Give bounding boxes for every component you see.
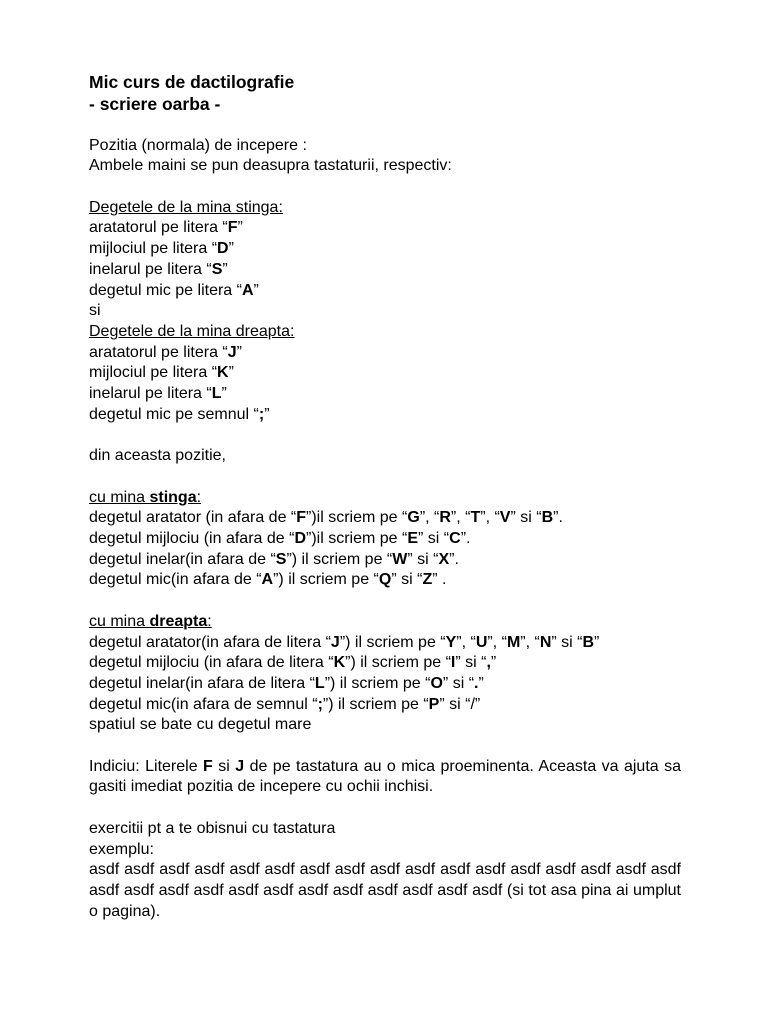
line-text: ”. xyxy=(449,550,459,568)
key-letter: J xyxy=(330,633,340,651)
line-text: ”) il scriem pe “ xyxy=(286,550,393,568)
line-text: si xyxy=(212,757,236,775)
line-text: degetul mijlociu (in afara de “ xyxy=(89,530,295,547)
key-letter: Y xyxy=(445,633,457,651)
key-letter: B xyxy=(582,633,595,651)
line-text: ”)il scriem pe “ xyxy=(306,530,408,547)
key-letter: K xyxy=(217,364,229,382)
left-home-row xyxy=(89,281,681,302)
spacer xyxy=(89,467,681,488)
spacer xyxy=(89,177,681,198)
key-letter: L xyxy=(211,385,222,403)
row-text: aratatorul pe litera “ xyxy=(89,219,228,237)
heading-text: cu mina xyxy=(89,612,150,630)
line-text: degetul mijlociu (in afara de litera “ xyxy=(89,654,334,672)
line-text: degetul aratator(in afara de litera “ xyxy=(89,633,331,651)
row-text: ” xyxy=(221,385,227,403)
line-text: ” xyxy=(490,654,497,672)
line-text: ” si “ xyxy=(407,550,439,568)
line-text: ”) il scriem pe “ xyxy=(322,695,429,713)
row-text: degetul mic pe semnul “ xyxy=(89,405,259,423)
key-letter: O xyxy=(430,674,443,692)
heading-text: cu mina xyxy=(89,488,150,506)
line-text: ” si “ xyxy=(510,509,542,527)
spacer xyxy=(89,426,681,447)
line-text: ”, “ xyxy=(450,509,471,527)
right-home-row xyxy=(89,384,681,405)
line-text: ”, “ xyxy=(456,633,476,651)
intro-line: Pozitia (normala) de incepere : xyxy=(89,136,307,154)
spacer xyxy=(89,736,681,757)
line-text: degetul mic(in afara de “ xyxy=(89,571,262,589)
row-text: mijlociul pe litera “ xyxy=(89,364,218,382)
key-letter: S xyxy=(275,550,287,568)
key-letter: F xyxy=(203,757,213,775)
right-home-row xyxy=(89,405,681,426)
key-letter: A xyxy=(261,571,274,589)
row-text: ” xyxy=(228,240,234,258)
line-text: ”) il scriem pe “ xyxy=(324,674,431,692)
right-home-row xyxy=(89,343,681,364)
line-text: ”) il scriem pe “ xyxy=(345,654,451,672)
row-text: inelarul pe litera “ xyxy=(89,260,212,278)
key-letter: W xyxy=(392,550,408,568)
right-section-lines xyxy=(89,633,681,737)
key-letter: J xyxy=(227,343,237,361)
spacer xyxy=(89,115,681,136)
line-text: degetul mic(in afara de semnul “ xyxy=(89,695,318,713)
key-letter: F xyxy=(296,509,307,527)
line-text: degetul aratator (in afara de “ xyxy=(89,509,297,527)
right-home-heading: Degetele de la mina dreapta: xyxy=(89,323,295,340)
line-text: ”, “ xyxy=(487,633,507,651)
key-letter: D xyxy=(217,240,229,258)
line-text: ”) il scriem pe “ xyxy=(339,633,446,651)
line-text: ” xyxy=(594,633,600,651)
key-letter: L xyxy=(314,674,325,692)
key-letter: E xyxy=(407,530,419,547)
left-section-lines xyxy=(89,508,681,591)
key-letter: B xyxy=(541,509,554,527)
line-text: ”. xyxy=(553,509,563,527)
instruction-line xyxy=(89,570,681,591)
row-text: degetul mic pe litera “ xyxy=(89,281,242,299)
line-text: de pe tastatura au o mica proeminenta. Aceasta va ajuta sa gasiti imediat pozitia de incepere cu ochii inchisi. xyxy=(89,757,681,796)
transition-line: din aceasta pozitie, xyxy=(89,447,226,465)
key-letter: ; xyxy=(317,695,323,713)
heading-bold: dreapta xyxy=(149,612,208,630)
instruction-line xyxy=(89,695,681,716)
left-section-heading xyxy=(89,488,681,509)
key-letter: V xyxy=(499,509,511,527)
line-text: ” si “/” xyxy=(439,695,481,713)
exercise-paragraph: asdf asdf asdf asdf asdf asdf asdf asdf asdf asdf asdf asdf asdf asdf asdf asdf asdf asdf asdf asdf asdf asdf asdf asdf asdf asdf asdf asdf asdf (si tot asa pina ai umplut o pagina). xyxy=(89,861,681,920)
line-text: ” si “ xyxy=(418,530,450,547)
line-text: Indiciu: Literele xyxy=(89,757,204,775)
intro-line: Ambele maini se pun deasupra tastaturii, respectiv: xyxy=(89,157,452,175)
subtitle-line: - scriere oarba - xyxy=(89,94,221,114)
key-letter: D xyxy=(294,530,306,547)
instruction-line xyxy=(89,674,681,695)
key-letter: I xyxy=(450,654,456,672)
line-text: spatiul se bate cu degetul mare xyxy=(89,716,312,734)
exercise-intro: exercitii pt a te obisnui cu tastatura xyxy=(89,819,336,837)
row-text: inelarul pe litera “ xyxy=(89,385,212,403)
line-text: degetul inelar(in afara de litera “ xyxy=(89,674,315,692)
key-letter: G xyxy=(407,509,420,527)
row-text: ” xyxy=(264,405,270,423)
left-home-row xyxy=(89,218,681,239)
key-letter: F xyxy=(227,219,238,237)
line-text: ”, “ xyxy=(419,509,440,527)
key-letter: S xyxy=(211,260,223,278)
instruction-line xyxy=(89,508,681,529)
line-text: ”, “ xyxy=(520,633,540,651)
line-text: ”, “ xyxy=(480,509,500,527)
row-text: ” xyxy=(228,364,234,382)
row-text: mijlociul pe litera “ xyxy=(89,240,218,258)
document-body xyxy=(89,71,681,922)
row-text: ” xyxy=(253,281,259,299)
instruction-line xyxy=(89,653,681,674)
line-text: ” si “ xyxy=(455,654,487,672)
row-text: ” xyxy=(222,260,228,278)
line-text: degetul inelar(in afara de “ xyxy=(89,550,276,568)
key-letter: T xyxy=(470,509,481,527)
key-letter: C xyxy=(449,530,461,547)
key-letter: Z xyxy=(422,571,433,589)
spacer xyxy=(89,591,681,612)
instruction-line xyxy=(89,715,681,736)
line-text: ”)il scriem pe “ xyxy=(306,509,408,527)
instruction-line xyxy=(89,529,681,550)
right-home-row xyxy=(89,363,681,384)
left-home-row xyxy=(89,239,681,260)
key-letter: R xyxy=(439,509,451,527)
key-letter: A xyxy=(241,281,254,299)
instruction-line xyxy=(89,633,681,654)
hint-paragraph xyxy=(89,757,681,798)
key-letter: K xyxy=(333,654,346,672)
line-text: ” . xyxy=(432,571,447,589)
title-line: Mic curs de dactilografie xyxy=(89,72,295,92)
spacer xyxy=(89,798,681,819)
left-home-row xyxy=(89,260,681,281)
key-letter: M xyxy=(506,633,521,651)
key-letter: P xyxy=(428,695,440,713)
key-letter: J xyxy=(235,757,245,775)
right-section-heading xyxy=(89,612,681,633)
line-text: ” si “ xyxy=(442,674,475,692)
left-home-heading: Degetele de la mina stinga: xyxy=(89,198,283,216)
exercise-label: exemplu: xyxy=(89,840,154,858)
key-letter: , xyxy=(486,654,491,672)
line-text: ” xyxy=(478,674,484,692)
line-text: ”. xyxy=(460,530,471,547)
document-title xyxy=(89,71,681,115)
heading-text: : xyxy=(207,612,212,630)
key-letter: X xyxy=(438,550,450,568)
key-letter: N xyxy=(539,633,552,651)
row-text: ” xyxy=(236,343,242,361)
joiner-text: si xyxy=(89,302,101,320)
key-letter: Q xyxy=(378,571,392,589)
instruction-line xyxy=(89,550,681,571)
key-letter: ; xyxy=(258,405,265,423)
heading-bold: stinga xyxy=(149,488,197,506)
line-text: ” si “ xyxy=(551,633,583,651)
heading-text: : xyxy=(196,488,202,506)
line-text: ” si “ xyxy=(391,571,423,589)
row-text: ” xyxy=(237,219,243,237)
row-text: aratatorul pe litera “ xyxy=(89,343,228,361)
line-text: ”) il scriem pe “ xyxy=(273,571,379,589)
key-letter: U xyxy=(475,633,488,651)
key-letter: . xyxy=(474,674,479,692)
